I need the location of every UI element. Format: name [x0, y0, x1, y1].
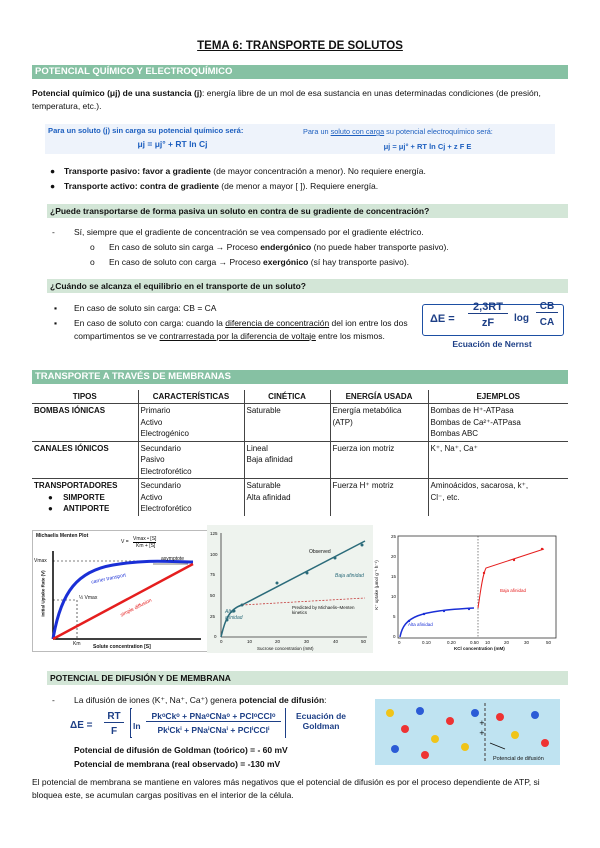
definition-text: : energía libre de un mol de esa sustancia en unas determinadas condiciones (de presión, temperatura, etc.). [32, 88, 541, 111]
goldman-lhs: ΔE = [70, 720, 93, 731]
diffusion-diagram-caption: Potencial de difusión [493, 756, 544, 762]
nernst-log: log [514, 313, 529, 324]
k-xtick: 30 [524, 640, 530, 645]
mm-asymptote: asymptote [161, 556, 185, 562]
mm-eq-v: V = [121, 539, 129, 545]
michaelis-menten-plot [32, 530, 208, 652]
sucrose-uptake-plot [207, 525, 373, 653]
goldman-theoretical: Potencial de difusión de Goldman (toórico) = - 60 mV [74, 745, 288, 755]
k-ylabel: K⁺ uptake (μmol g⁻¹ h⁻¹) [374, 560, 379, 610]
k-xtick: 0.10 [422, 640, 431, 645]
circle-marker: o [90, 242, 95, 252]
col-caracteristicas: CARACTERÍSTICAS [138, 390, 244, 404]
sucrose-ytick: 0 [214, 634, 217, 639]
k-xtick: 50 [546, 640, 552, 645]
q2-bullet-uncharged: ▪ En caso de soluto sin carga: CB = CA [54, 303, 217, 313]
question-bar-2: ¿Cuándo se alcanza el equilibrio en el transporte de un soluto? [47, 279, 568, 293]
mm-eq-num: Vmax • [S] [133, 536, 157, 542]
sucrose-ytick: 75 [210, 572, 216, 577]
col-energia: ENERGÍA USADA [330, 390, 428, 404]
goldman-rt: RT [104, 711, 124, 723]
mm-title: Michaelis Menten Plot [36, 533, 89, 539]
k-ytick: 0 [393, 634, 396, 639]
table-header-row [32, 390, 568, 404]
question-bar-1: ¿Puede transportarse de forma pasiva un soluto en contra de su gradiente de concentración? [47, 204, 568, 218]
q1-answer: Sí, siempre que el gradiente de concentración se vea compensado por el gradiente eléctrico. [74, 227, 424, 237]
k-ytick: 10 [391, 594, 397, 599]
closing-paragraph: El potencial de membrana se mantiene en valores más negativos que el potencial de difusión es por el proceso dependiente de ATP, si bloquea este, se acumulan cargas positivas en el interior de la célula. [32, 777, 540, 800]
mm-xlabel: Solute concentration [S] [93, 644, 151, 650]
goldman-label: Ecuación de Goldman [295, 711, 347, 731]
potassium-uptake-plot [374, 526, 560, 652]
sucrose-alta: Alta afinidad [225, 609, 243, 621]
sucrose-xtick: 50 [361, 639, 367, 644]
sucrose-baja: Baja afinidad [335, 573, 364, 579]
sucrose-ytick: 50 [210, 593, 216, 598]
q2-bullet-charged: ▪ En caso de soluto con carga: cuando la diferencia de concentración del ion entre los dos compartimentos se ve contrarrestada por la diferencia de voltaje entre los mismos. [54, 318, 408, 341]
bullet-dot: ● [50, 181, 56, 191]
sucrose-xtick: 10 [247, 639, 253, 644]
sucrose-predicted: Predicted by Michaelis–Menten kinetics [292, 605, 355, 615]
mm-half-vmax: ½ Vmax [79, 595, 98, 601]
mm-simple: simple diffusion [119, 597, 153, 619]
bullet-transporte-activo: ● Transporte activo: contra de gradiente (de menor a mayor [ ]). Requiere energía. [50, 181, 379, 191]
k-xtick: 10 [485, 640, 491, 645]
k-ytick: 20 [391, 554, 397, 559]
col-cinetica: CINÉTICA [244, 390, 330, 404]
goldman-observed: Potencial de membrana (real observado) = -130 mV [74, 759, 281, 769]
sucrose-xtick: 0 [220, 639, 223, 644]
nernst-equation-box [422, 298, 566, 356]
goldman-denominator: PkⁱCkⁱ + PNaⁱCNaⁱ + PClⁱCClⁱ [157, 725, 270, 735]
nernst-cb: CB [536, 301, 558, 313]
sucrose-xlabel: Sucrose concentration (mM) [257, 646, 314, 651]
table-row: CANALES IÓNICOS Secundario Pasivo Electroforético Lineal Baja afinidad Fuerza ion motriz K⁺, Na⁺, Ca⁺ [32, 441, 568, 479]
q1-sub-endergonic: En caso de soluto sin carga → Proceso endergónico (no puede haber transporte pasivo). [109, 242, 449, 252]
col-tipos: TIPOS [32, 390, 138, 404]
q1-sub-exergonic: En caso de soluto con carga → Proceso exergónico (sí hay transporte pasivo). [109, 257, 410, 267]
page-title: TEMA 6: TRANSPORTE DE SOLUTOS [197, 40, 403, 52]
svg-text:+: + [479, 729, 485, 737]
k-xtick: 0.50 [470, 640, 479, 645]
section-header-potencial: POTENCIAL QUÍMICO Y ELECTROQUÍMICO [32, 65, 568, 79]
bullet-transporte-pasivo: ● Transporte pasivo: favor a gradiente (de mayor concentración a menor). No requiere energía. [50, 166, 426, 176]
sucrose-observed: Observed [309, 549, 331, 555]
mm-ylabel: Initial Uptake Rate (V) [40, 570, 46, 617]
k-ytick: 25 [391, 534, 397, 539]
k-ytick: 15 [391, 574, 397, 579]
equation-box-charged [300, 124, 555, 154]
sucrose-ytick: 25 [210, 614, 216, 619]
goldman-ln: ln [133, 721, 141, 731]
sucrose-xtick: 20 [275, 639, 281, 644]
sucrose-ytick: 100 [210, 552, 218, 557]
sucrose-ytick: 125 [210, 531, 218, 536]
section-header-transporte: TRANSPORTE A TRAVÉS DE MEMBRANAS [32, 370, 568, 384]
nernst-denominator: zF [481, 317, 495, 329]
mm-vmax: Vmax [34, 558, 47, 564]
k-xlabel: KCl concentration (mM) [454, 646, 505, 651]
mm-carrier: carrier transport [90, 572, 127, 586]
sucrose-xtick: 40 [333, 639, 339, 644]
goldman-numerator: PkᵒCkᵒ + PNaᵒCNaᵒ + PClᵒCClᵒ [146, 711, 281, 722]
k-xtick: 0 [398, 640, 401, 645]
nernst-lhs: ΔE = [430, 313, 455, 325]
equation-box-uncharged [45, 124, 300, 154]
k-xtick: 0.20 [447, 640, 456, 645]
bullet-dot: ● [50, 166, 56, 176]
diffusion-bullet: - La difusión de iones (K⁺, Na⁺, Ca⁺) genera potencial de difusión: [52, 695, 327, 705]
table-row: BOMBAS IÓNICAS Primario Activo Electrogénico Saturable Energía metabólica (ATP) Bombas de H⁺-ATPasa Bombas de Ca²⁺-ATPasa Bombas ABC [32, 404, 568, 442]
goldman-equation [70, 708, 370, 768]
k-legend-baja: Baja afinidad [500, 588, 527, 593]
equation-uncharged: μj = μj° + RT ln Cj [137, 139, 208, 149]
sucrose-xtick: 30 [304, 639, 310, 644]
col-ejemplos: EJEMPLOS [428, 390, 568, 404]
equation-charged: μj = μj° + RT ln Cj + z F E [383, 142, 472, 151]
definition-paragraph [32, 87, 568, 112]
equation-caption-charged: Para un soluto con carga su potencial electroquímico será: [303, 127, 493, 136]
circle-marker: o [90, 257, 95, 267]
goldman-f: F [110, 726, 118, 737]
transport-table [32, 390, 568, 516]
definition-term: Potencial químico (μj) de una sustancia (j) [32, 88, 203, 98]
dash-marker: - [52, 227, 55, 237]
k-ytick: 5 [393, 614, 396, 619]
table-row: TRANSPORTADORES ● SIMPORTE ● ANTIPORTE Secundario Activo Electroforético Saturable Alta afinidad Fuerza H⁺ motriz Aminoácidos, sacarosa, k⁺, Cl⁻, etc. [32, 479, 568, 516]
nernst-caption: Ecuación de Nernst [452, 339, 532, 349]
nernst-ca: CA [539, 317, 555, 328]
mm-eq-den: Km + [S] [136, 543, 156, 549]
k-xtick: 20 [504, 640, 510, 645]
equation-caption-uncharged: Para un soluto (j) sin carga su potencial químico será: [48, 126, 244, 135]
svg-text:+: + [479, 719, 485, 727]
k-legend-alta: Alta afinidad [408, 622, 433, 627]
diffusion-potential-diagram [375, 699, 560, 765]
mm-km: Km [73, 641, 81, 647]
section-header-difusion: POTENCIAL DE DIFUSIÓN Y DE MEMBRANA [47, 671, 568, 685]
goldman-bracket [130, 708, 132, 738]
nernst-numerator: 2,3RT [468, 301, 508, 314]
